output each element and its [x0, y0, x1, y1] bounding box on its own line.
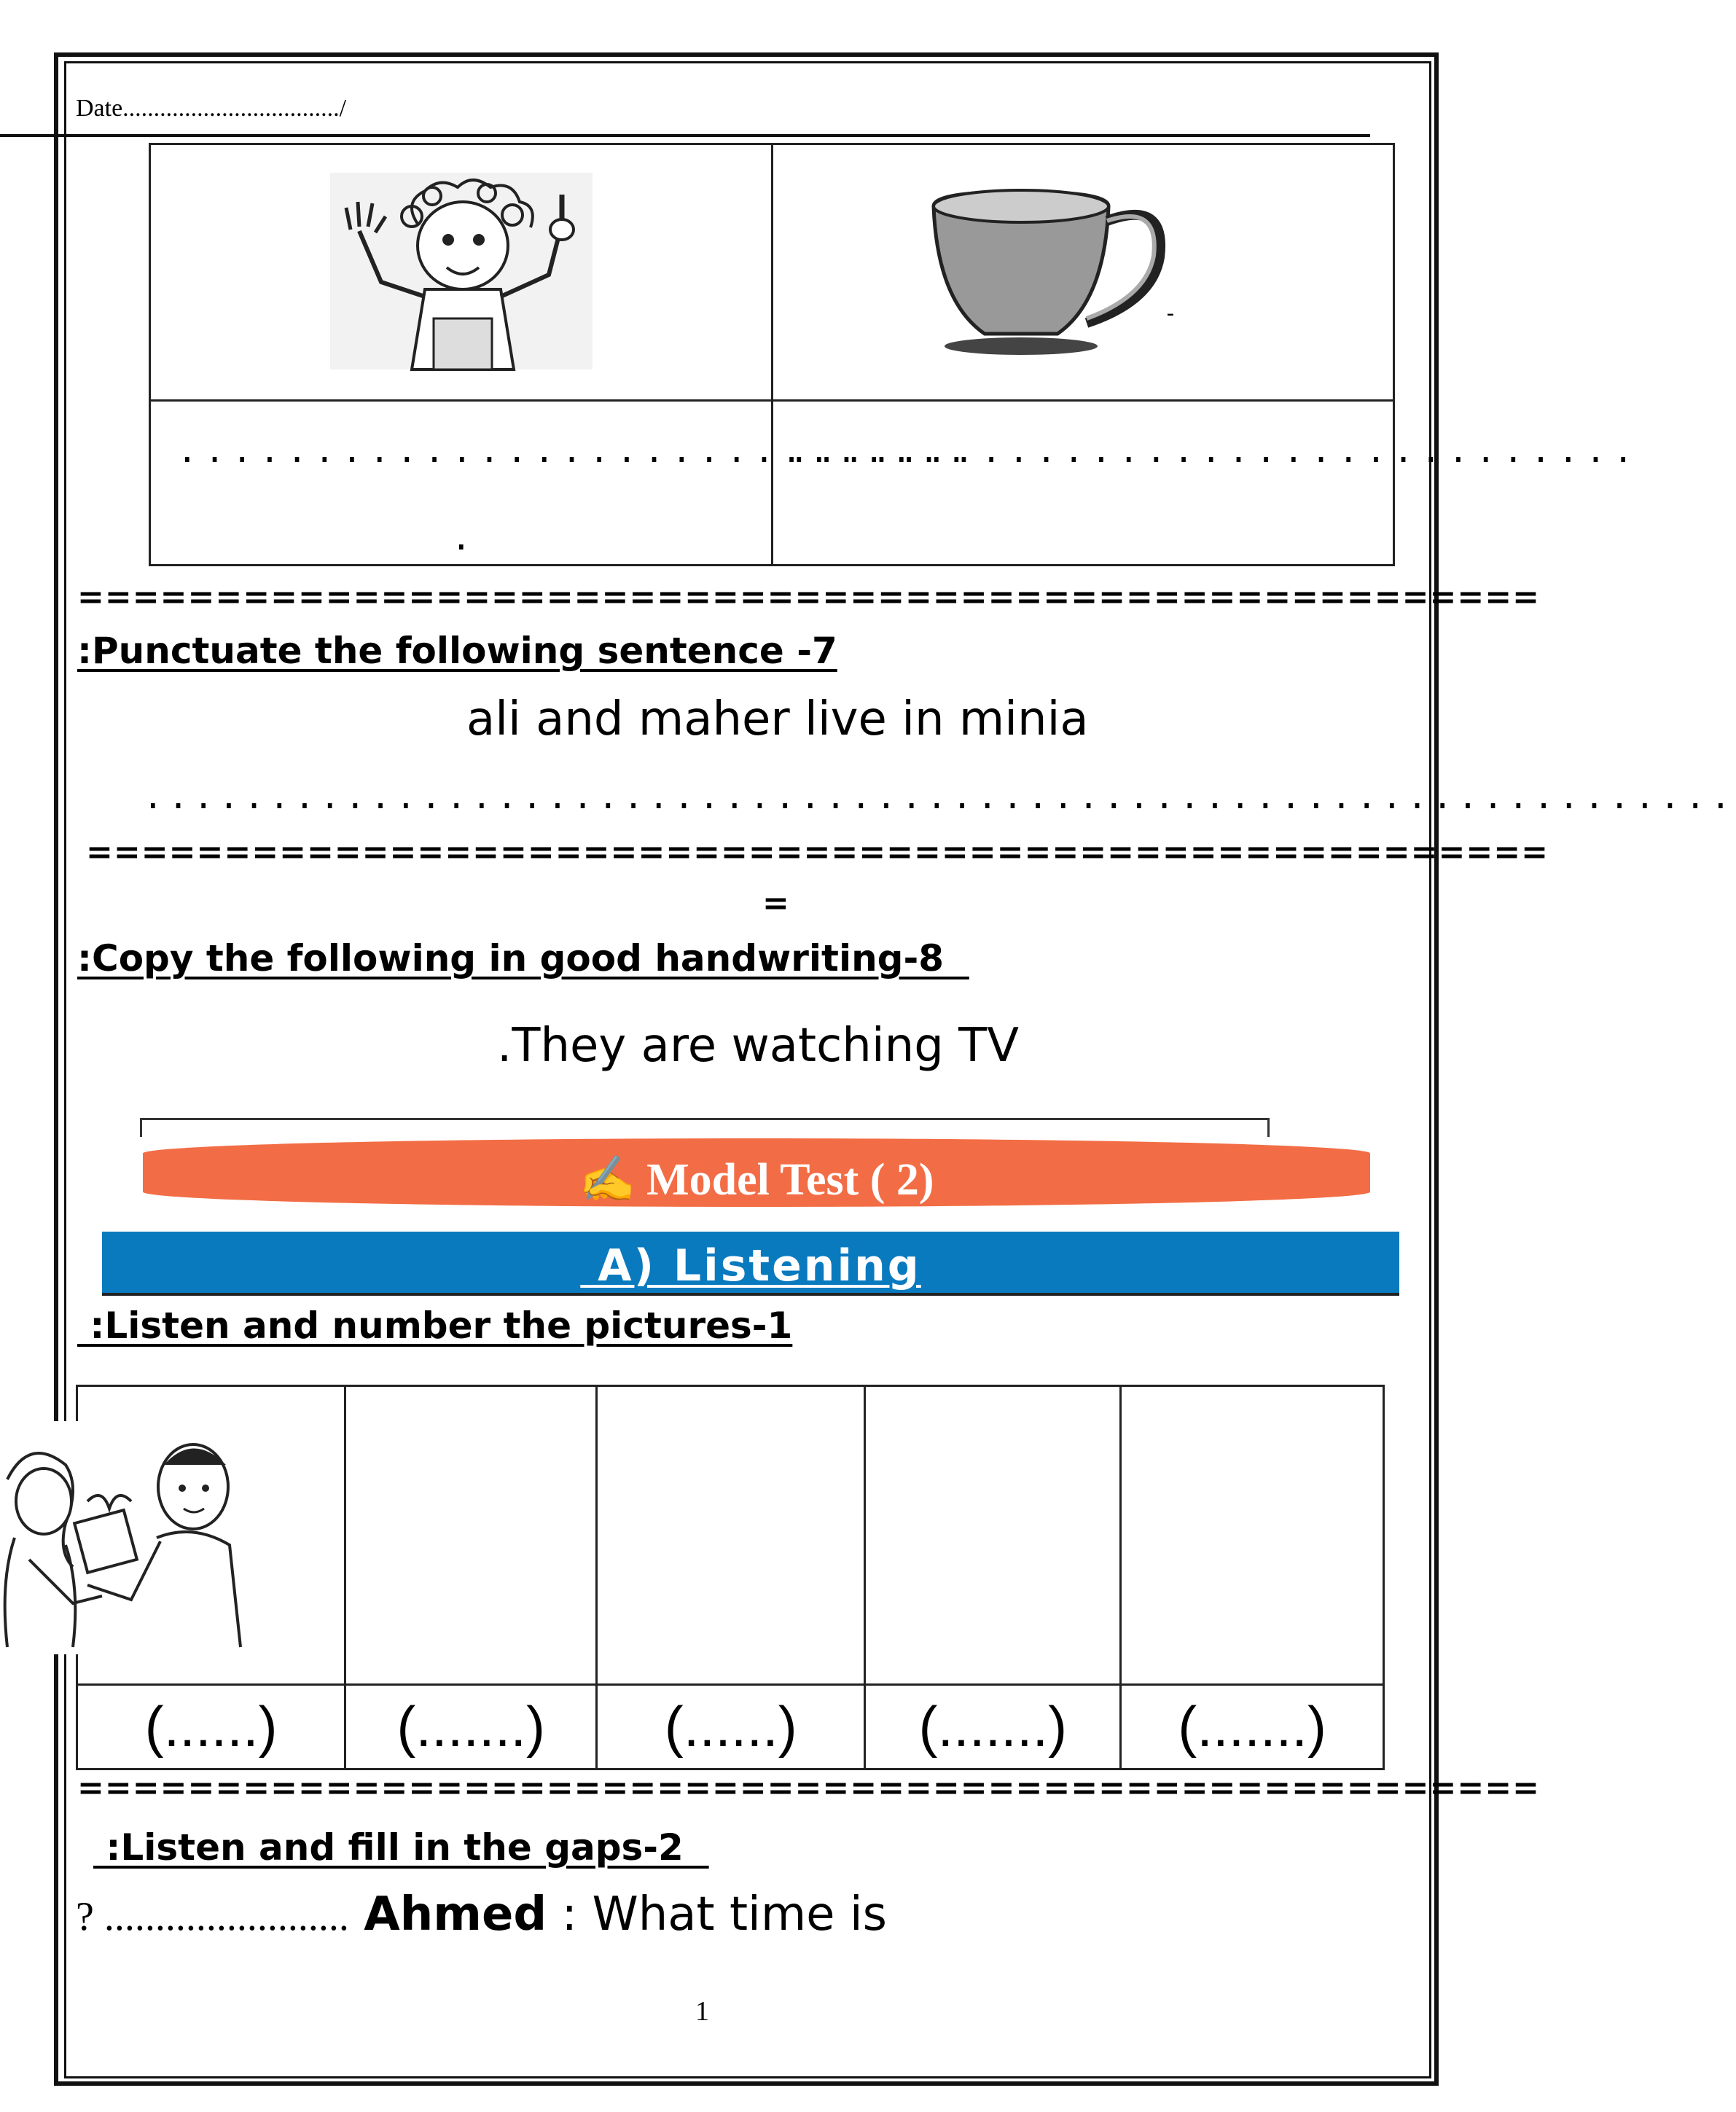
page-number: 1 — [695, 1996, 709, 2027]
picture-table — [149, 143, 1641, 566]
number-blank-3[interactable]: (......) — [597, 1685, 865, 1769]
q2-line-suffix: : What time is — [561, 1888, 888, 1941]
cup-mark: - — [1166, 301, 1175, 326]
listen-picture-cell-4 — [865, 1386, 1121, 1685]
answer-line-cup[interactable]: ............................... — [789, 431, 1641, 470]
q8-sentence: .They are watching TV — [497, 1019, 1020, 1073]
q2-dialogue-line — [76, 1888, 887, 1941]
q8-heading: :Copy the following in good handwriting-8 — [77, 937, 969, 979]
banner-frame — [140, 1118, 1270, 1137]
picture-cell-girl — [150, 144, 773, 401]
model-test-title: Model Test ( 2) — [646, 1155, 934, 1205]
separator-3: ===================================================== — [77, 1769, 1540, 1807]
answer-extra-dot: . — [451, 518, 479, 558]
q7-heading: :Punctuate the following sentence -7 — [77, 630, 837, 672]
cup-icon — [926, 177, 1174, 367]
number-blank-2[interactable]: (.......) — [345, 1685, 597, 1769]
number-blank-5[interactable]: (.......) — [1121, 1685, 1384, 1769]
model-test-banner — [143, 1138, 1370, 1207]
gift-giving-icon — [0, 1421, 248, 1654]
picture-cell-cup — [772, 144, 1394, 401]
listening-bar — [102, 1232, 1399, 1296]
answer-cell-cup — [772, 401, 1641, 566]
answer-cell-girl — [150, 401, 974, 566]
q2-speaker: Ahmed — [364, 1888, 547, 1941]
listen-number-table — [76, 1385, 1385, 1770]
separator-1: ===================================================== — [77, 579, 1540, 616]
writing-hand-icon: ✍ — [579, 1155, 636, 1205]
listening-title: A) Listening — [580, 1240, 921, 1291]
q1-heading: :Listen and number the pictures-1 — [77, 1305, 793, 1347]
number-blank-4[interactable]: (.......) — [865, 1685, 1121, 1769]
q7-answer-line[interactable]: ............................................................... — [143, 777, 1736, 816]
header-rule — [0, 134, 1370, 137]
listen-picture-cell-3 — [597, 1386, 865, 1685]
q2-heading: :Listen and fill in the gaps-2 — [93, 1826, 709, 1869]
separator-2-tail: = — [762, 885, 790, 922]
q7-sentence: ali and maher live in minia — [466, 692, 1089, 746]
listen-picture-cell-5 — [1121, 1386, 1384, 1685]
number-blank-1[interactable]: (......) — [77, 1685, 345, 1769]
separator-2: ===================================================== — [86, 834, 1549, 871]
girl-icon — [330, 173, 593, 369]
listen-picture-cell-2 — [345, 1386, 597, 1685]
date-label: Date.................................../ — [76, 95, 347, 122]
q2-gap[interactable]: ? ........................ — [76, 1894, 349, 1939]
answer-line-girl[interactable]: ............................. — [177, 431, 974, 470]
